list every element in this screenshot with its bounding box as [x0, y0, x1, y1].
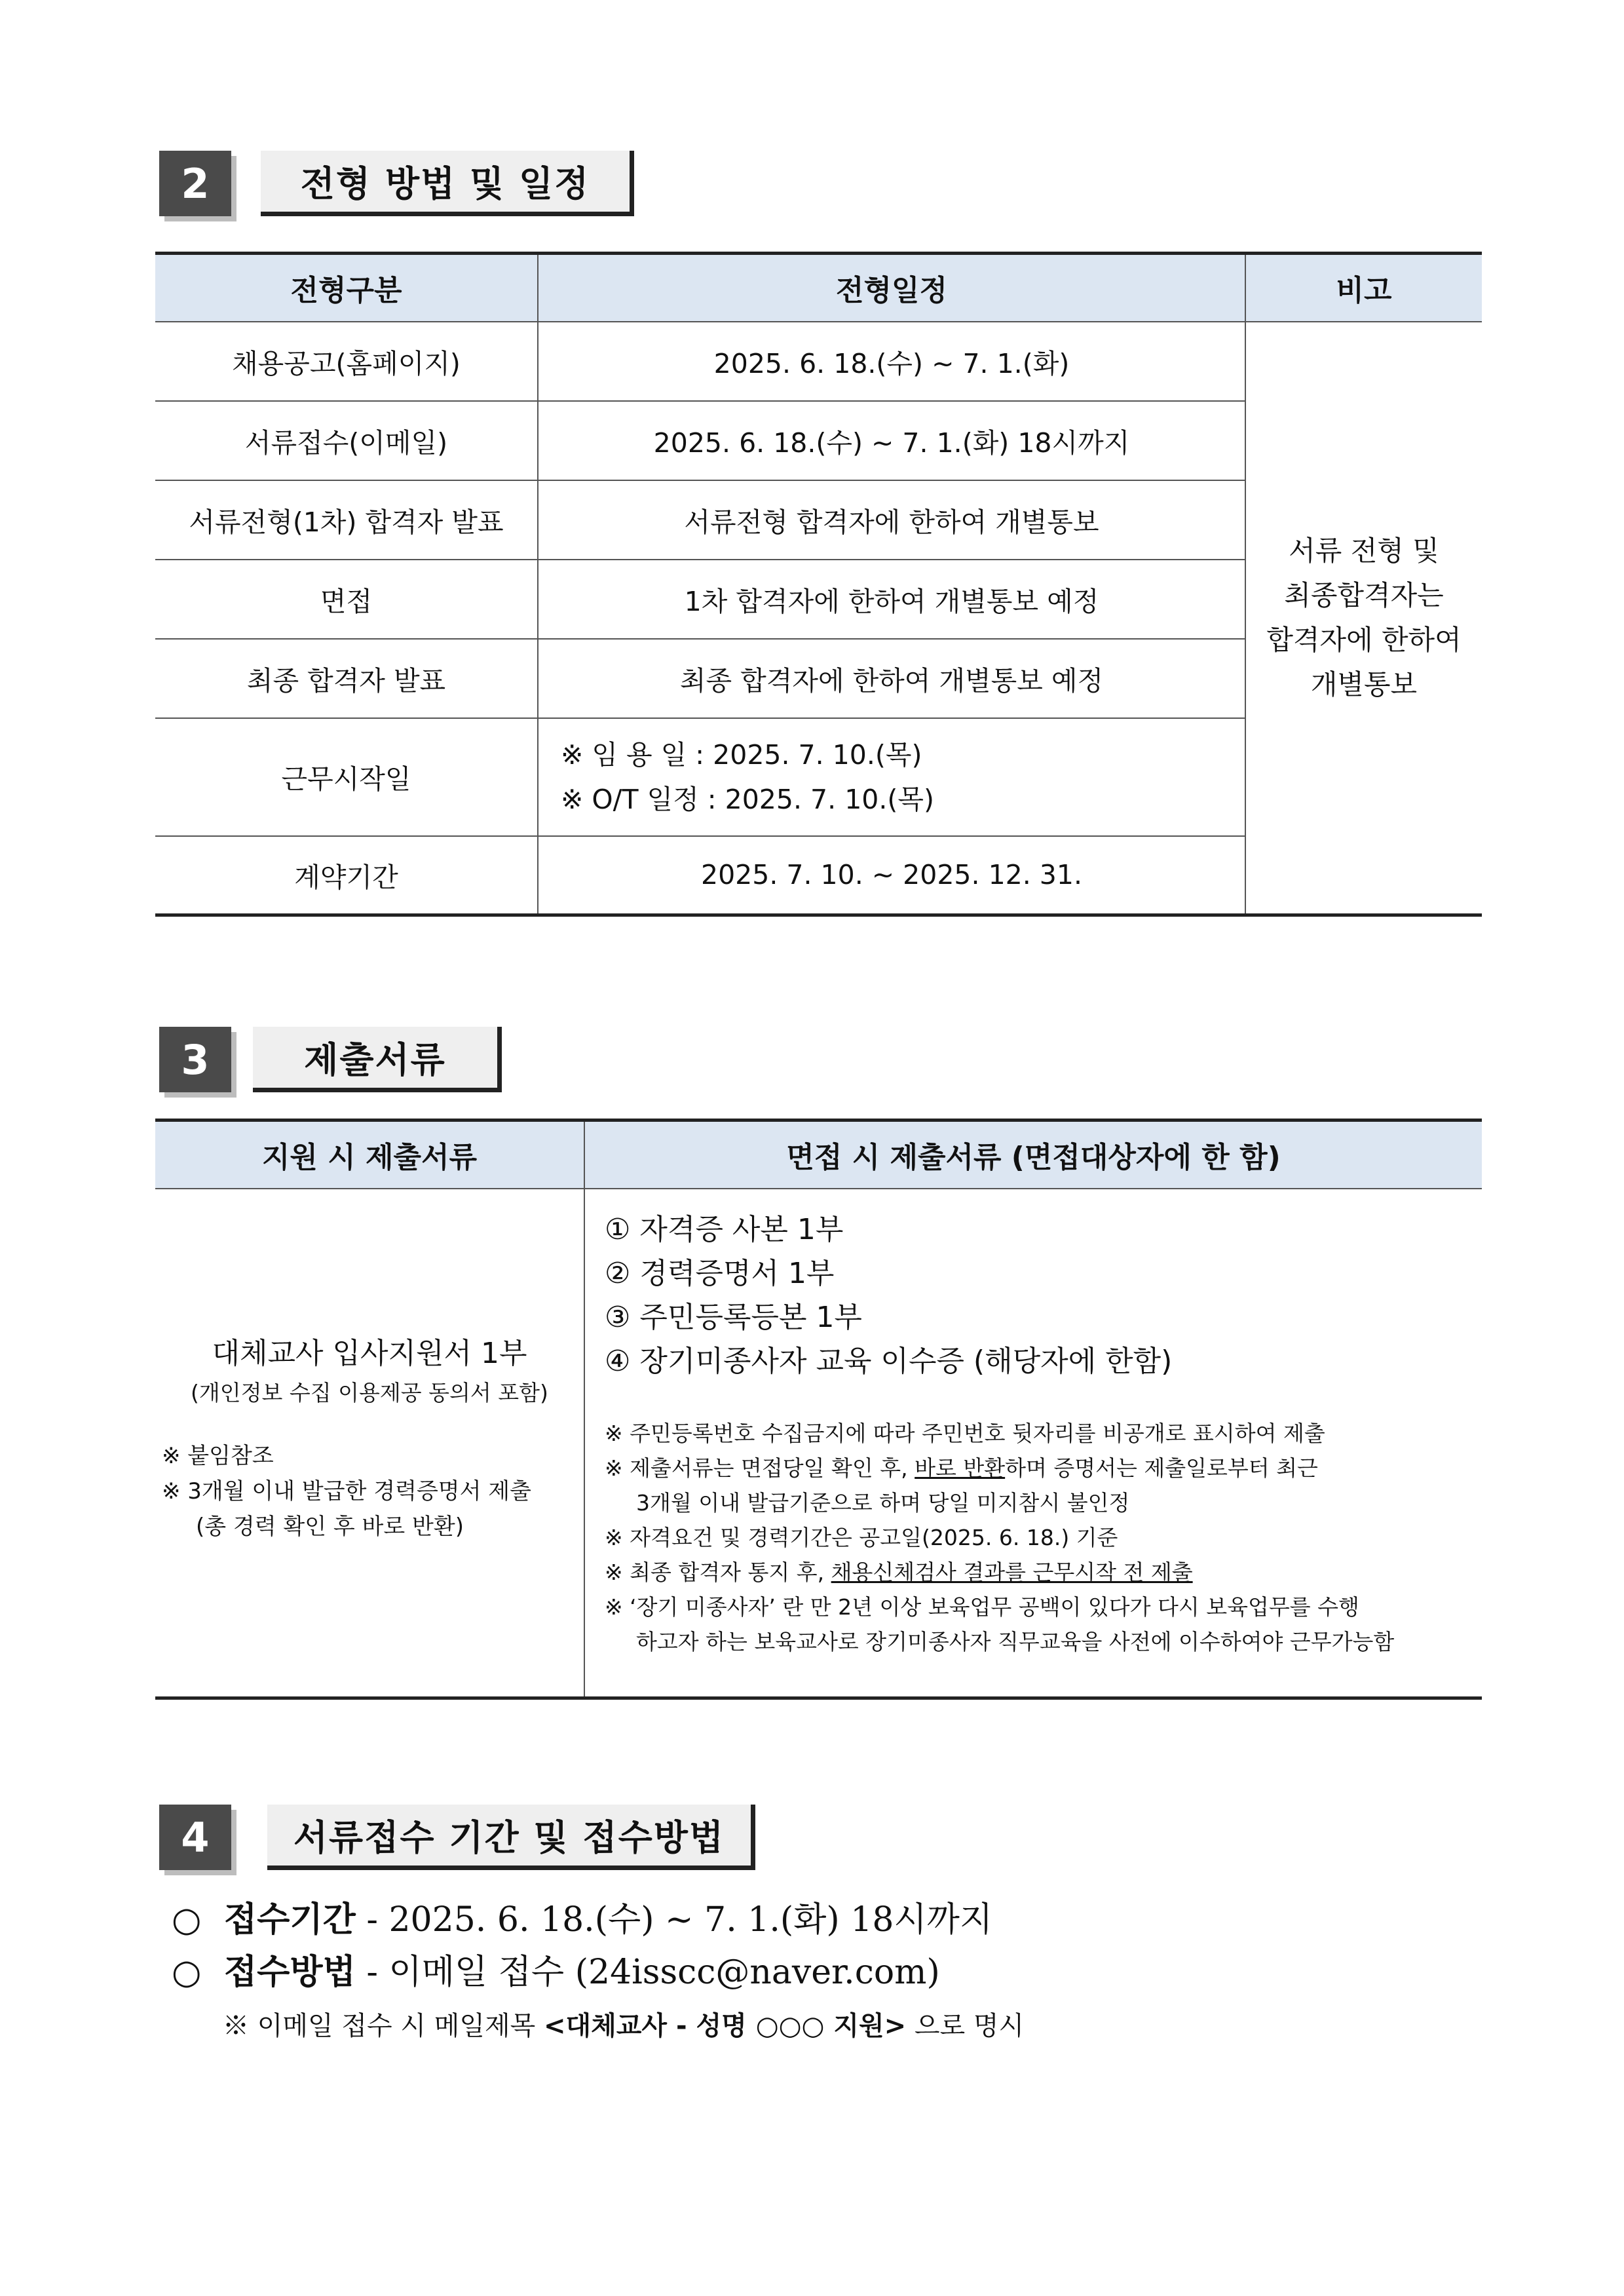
- stage-cell: 면접: [155, 560, 538, 639]
- apply-note: ※ 3개월 이내 발급한 경력증명서 제출: [162, 1478, 531, 1504]
- method-label: 접수방법: [223, 1953, 356, 1992]
- section-2-header: [159, 151, 651, 224]
- method-value: - 이메일 접수 (24isscc@naver.com): [366, 1953, 940, 1992]
- list-item: ① 자격증 사본 1부: [605, 1212, 844, 1246]
- period-value: - 2025. 6. 18.(수) ~ 7. 1.(화) 18시까지: [366, 1900, 993, 1940]
- interview-note: 3개월 이내 발급기준으로 하며 당일 미지참시 불인정: [636, 1489, 1130, 1516]
- section-number: 4: [159, 1805, 231, 1870]
- schedule-table: [155, 252, 1482, 917]
- section-number: 2: [159, 151, 231, 216]
- list-item: ③ 주민등록등본 1부: [605, 1300, 862, 1334]
- schedule-cell: 최종 합격자에 한하여 개별통보 예정: [538, 639, 1245, 718]
- stage-cell: 계약기간: [155, 836, 538, 915]
- stage-cell: 서류접수(이메일): [155, 401, 538, 480]
- col-header-stage: 전형구분: [155, 254, 538, 322]
- stage-cell: 근무시작일: [155, 718, 538, 836]
- receipt-period: [172, 1897, 992, 1943]
- interview-docs-cell: [584, 1189, 1482, 1698]
- documents-table: [155, 1119, 1482, 1700]
- col-header-apply: 지원 시 제출서류: [155, 1120, 584, 1189]
- schedule-cell: 1차 합격자에 한하여 개별통보 예정: [538, 560, 1245, 639]
- section-3-header: [159, 1027, 552, 1100]
- list-item: ② 경력증명서 1부: [605, 1256, 835, 1290]
- section-title: 전형 방법 및 일정: [261, 151, 634, 216]
- bullet-circle-icon: ○: [172, 1953, 202, 1992]
- stage-cell: 채용공고(홈페이지): [155, 322, 538, 401]
- col-header-remark: 비고: [1245, 254, 1482, 322]
- schedule-cell: ※ 임 용 일 : 2025. 7. 10.(목) ※ O/T 일정 : 2025. 7. 10.(목): [538, 718, 1245, 836]
- stage-cell: 서류전형(1차) 합격자 발표: [155, 480, 538, 560]
- table-row: [155, 322, 1482, 401]
- schedule-cell: 2025. 6. 18.(수) ~ 7. 1.(화) 18시까지: [538, 401, 1245, 480]
- bullet-circle-icon: ○: [172, 1900, 202, 1940]
- interview-note: 하고자 하는 보육교사로 장기미종사자 직무교육을 사전에 이수하여야 근무가능함: [636, 1628, 1395, 1655]
- interview-note: ※ ‘장기 미종사자’ 란 만 2년 이상 보육업무 공백이 있다가 다시 보육업무를 수행: [605, 1594, 1359, 1620]
- section-title: 서류접수 기간 및 접수방법: [267, 1805, 755, 1870]
- section-number: 3: [159, 1027, 231, 1092]
- email-subject-note: ※ 이메일 접수 시 메일제목 <대체교사 - 성명 ○○○ 지원> 으로 명시: [223, 2011, 1025, 2041]
- apply-note: ※ 붙임참조: [162, 1442, 274, 1469]
- col-header-interview: 면접 시 제출서류 (면접대상자에 한 함): [584, 1120, 1482, 1189]
- receipt-method: [172, 1949, 940, 1995]
- interview-note: ※ 자격요건 및 경력기간은 공고일(2025. 6. 18.) 기준: [605, 1524, 1118, 1550]
- period-label: 접수기간: [223, 1900, 356, 1940]
- section-4-header: [159, 1805, 782, 1878]
- stage-cell: 최종 합격자 발표: [155, 639, 538, 718]
- section-title: 제출서류: [253, 1027, 502, 1092]
- col-header-schedule: 전형일정: [538, 254, 1245, 322]
- apply-note: (총 경력 확인 후 바로 반환): [196, 1513, 464, 1540]
- remark-cell: 서류 전형 및 최종합격자는 합격자에 한하여 개별통보: [1245, 322, 1482, 915]
- list-item: ④ 장기미종사자 교육 이수증 (해당자에 한함): [605, 1344, 1173, 1378]
- interview-note: ※ 최종 합격자 통지 후, 채용신체검사 결과를 근무시작 전 제출: [605, 1559, 1193, 1585]
- apply-docs-cell: [155, 1189, 584, 1698]
- apply-main: 대체교사 입사지원서 1부: [212, 1336, 527, 1370]
- schedule-cell: 2025. 7. 10. ~ 2025. 12. 31.: [538, 836, 1245, 915]
- apply-sub: (개인정보 수집 이용제공 동의서 포함): [191, 1379, 548, 1406]
- schedule-cell: 서류전형 합격자에 한하여 개별통보: [538, 480, 1245, 560]
- interview-note: ※ 제출서류는 면접당일 확인 후, 바로 반환하며 증명서는 제출일로부터 최근: [605, 1455, 1318, 1481]
- interview-note: ※ 주민등록번호 수집금지에 따라 주민번호 뒷자리를 비공개로 표시하여 제출: [605, 1420, 1325, 1446]
- schedule-cell: 2025. 6. 18.(수) ~ 7. 1.(화): [538, 322, 1245, 401]
